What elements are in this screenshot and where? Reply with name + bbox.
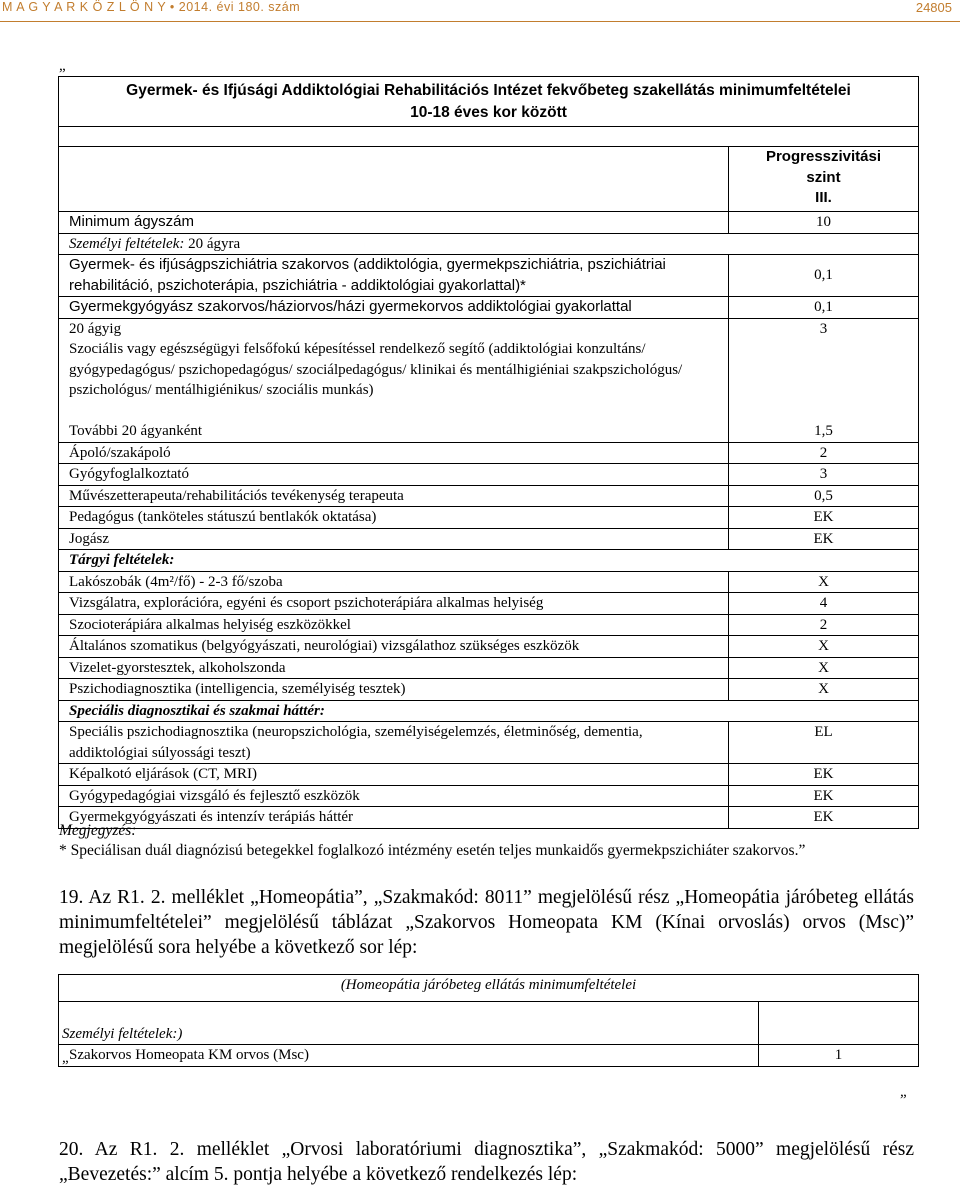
homeopathy-table: [58, 974, 919, 1067]
row-label: 20 ágyig Szociális vagy egészségügyi felsőfokú képesítéssel rendelkező segítő (addiktológiai konzultáns/ gyógypedagógus/ pszichopedagógus/ szociálpedagógus/ klinikai és mentálhigiéniai szakpszichológus/ pszichológus/ mentálhigiénikus/ szociális munkás) További 20 ágyanként: [69, 320, 683, 439]
table-row: Szocioterápiára alkalmas helyiség eszközökkel: [59, 614, 729, 636]
table-row: Jogász: [59, 528, 729, 550]
table-row: Lakószobák (4m²/fő) - 2-3 fő/szoba: [59, 571, 729, 593]
row-value: X: [729, 636, 919, 658]
journal-title: M A G Y A R K Ö Z L Ö N Y • 2014. évi 180. szám: [2, 0, 301, 14]
table-row: Pedagógus (tanköteles státuszú bentlakók oktatása): [59, 507, 729, 529]
table-row: Gyógypedagógiai vizsgáló és fejlesztő eszközök: [59, 785, 729, 807]
row-value: X: [729, 657, 919, 679]
table-row: Gyermek- és ifjúságpszichiátria szakorvos (addiktológia, gyermekpszichiátria, pszichiátriai rehabilitáció, pszichoterápia, pszichiátria - addiktológiai gyakorlattal)*: [59, 255, 729, 297]
row-value: 0,1: [729, 297, 919, 319]
page-number: 24805: [915, 0, 952, 15]
table-title: [59, 77, 919, 127]
prog-label-2: szint: [806, 168, 841, 186]
table-row: Gyermekgyógyász szakorvos/háziorvos/házi gyermekorvos addiktológiai gyakorlattal: [59, 297, 729, 319]
table-row: Általános szomatikus (belgyógyászati, neurológiai) vizsgálathoz szükséges eszközök: [59, 636, 729, 658]
table-row: Gyógyfoglalkoztató: [59, 464, 729, 486]
open-quote-2: „: [62, 1050, 69, 1066]
min-beds-label: Minimum ágyszám: [59, 212, 729, 234]
row-value: 0,5: [729, 485, 919, 507]
row-value: 2: [729, 442, 919, 464]
table-row: Képalkotó eljárások (CT, MRI): [59, 764, 729, 786]
table-row: Vizsgálatra, explorációra, egyéni és csoport pszichoterápiára alkalmas helyiség: [59, 593, 729, 615]
personal-suffix: 20 ágyra: [184, 235, 241, 252]
note-label-text: Megjegyzés:: [59, 822, 137, 839]
header-rule: [0, 21, 960, 22]
row-value: EK: [729, 764, 919, 786]
prog-label-1: Progresszivitási: [765, 148, 882, 165]
row-value: 2: [729, 614, 919, 636]
row-value: EK: [729, 528, 919, 550]
homeopathy-table-title: (Homeopátia járóbeteg ellátás minimumfeltételei: [59, 975, 919, 1002]
table-row: [59, 318, 729, 442]
close-quote: ”: [900, 1092, 907, 1108]
homeopathy-personal-label: Személyi feltételek:): [59, 1002, 759, 1045]
row-value: EL: [729, 722, 919, 764]
table-title-line2: 10-18 éves kor között: [410, 104, 567, 121]
row-value: EK: [729, 507, 919, 529]
min-beds-value: 10: [729, 212, 919, 234]
table-title-line1: Gyermek- és Ifjúsági Addiktológiai Rehabilitációs Intézet fekvőbeteg szakellátás minimumfeltételei: [126, 82, 851, 99]
prog-header-blank: [59, 147, 729, 212]
row-value: 4: [729, 593, 919, 615]
note-text: * Speciálisan duál diagnózisú betegekkel foglalkozó intézmény esetén teljes munkaidős gyermekpszichiáter szakorvos.”: [59, 842, 806, 859]
homeopathy-row-value: 1: [759, 1045, 919, 1067]
homeopathy-row-label: Szakorvos Homeopata KM orvos (Msc): [59, 1045, 759, 1067]
page-header: [0, 0, 960, 22]
row-value: X: [729, 571, 919, 593]
paragraph-20: 20. Az R1. 2. melléklet „Orvosi laboratóriumi diagnosztika”, „Szakmakód: 5000” megjelölésű rész „Bevezetés:” alcím 5. pontja helyébe a következő rendelkezés lép:: [59, 1139, 914, 1185]
row-value-secondary: 1,5: [814, 423, 833, 439]
row-value: 0,1: [729, 255, 919, 297]
row-value-primary: 3: [819, 320, 828, 337]
row-value: EK: [729, 785, 919, 807]
table-row: Gyermekgyógyászati és intenzív terápiás háttér: [59, 807, 729, 829]
blank-row: [59, 127, 919, 147]
table-row: Művészetterapeuta/rehabilitációs tevékenység terapeuta: [59, 485, 729, 507]
table-row: Vizelet-gyorstesztek, alkoholszonda: [59, 657, 729, 679]
paragraph-19: 19. Az R1. 2. melléklet „Homeopátia”, „Szakmakód: 8011” megjelölésű rész „Homeopátia járóbeteg ellátás minimumfeltételei” megjelölésű táblázat „Szakorvos Homeopata KM (Kínai orvoslás) orvos (Msc)” megjelölésű sora helyébe a következő sor lép:: [59, 887, 914, 958]
row-value: X: [729, 679, 919, 701]
homeopathy-blank-cell: [759, 1002, 919, 1045]
row-value: EK: [729, 807, 919, 829]
requirements-table: [58, 76, 919, 829]
personal-requirements-heading: [59, 233, 919, 255]
row-value: 3: [729, 464, 919, 486]
table-row: Speciális pszichodiagnosztika (neuropszichológia, személyiségelemzés, életminőség, dementia, addiktológiai súlyossági teszt): [59, 722, 729, 764]
note-label: [59, 822, 136, 840]
progression-level-header: [729, 147, 919, 212]
special-background-heading: Speciális diagnosztikai és szakmai háttér:: [59, 700, 919, 722]
table-row: Pszichodiagnosztika (intelligencia, személyiség tesztek): [59, 679, 729, 701]
row-value: [729, 318, 919, 442]
prog-level: III.: [815, 189, 832, 206]
material-requirements-heading: Tárgyi feltételek:: [59, 550, 919, 572]
table-row: Ápoló/szakápoló: [59, 442, 729, 464]
personal-label: Személyi feltételek:: [69, 235, 185, 252]
open-quote: „: [59, 58, 66, 74]
